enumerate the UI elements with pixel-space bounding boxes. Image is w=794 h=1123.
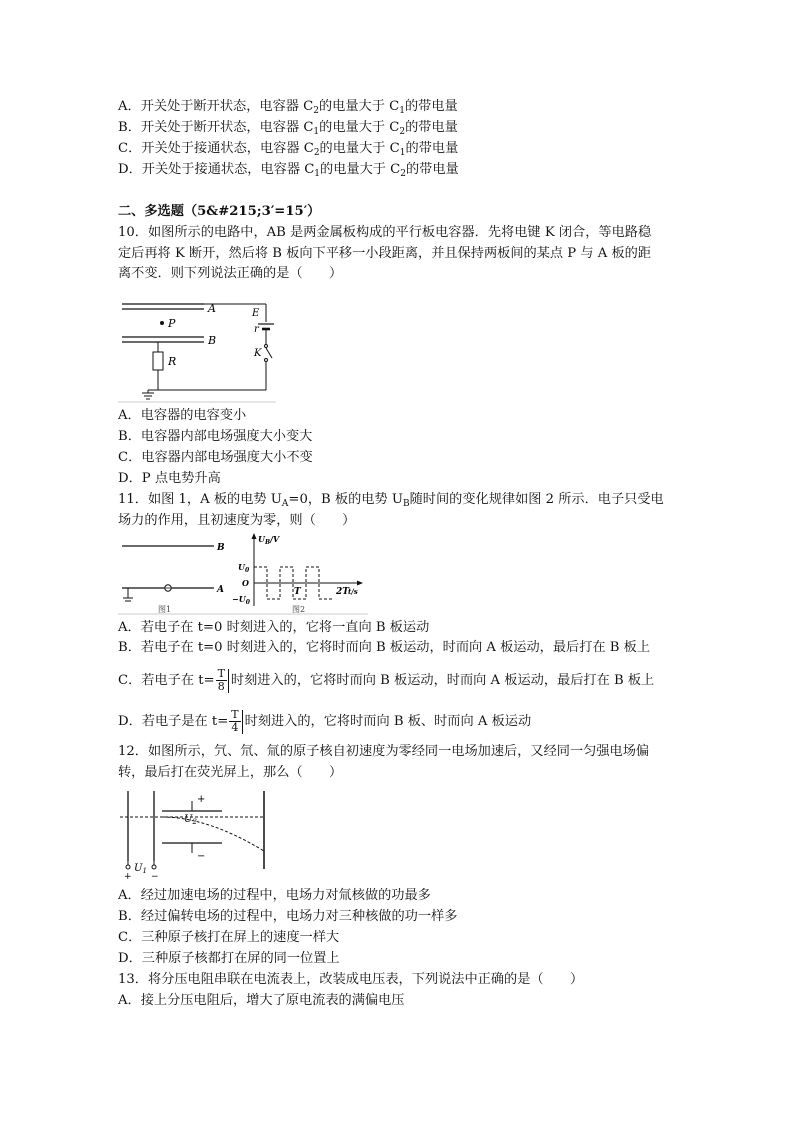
q11-stem-line-1: 11．如图 1，A 板的电势 $U_A=0$，B 板的电势 $U_B$随时间的变化规律如图 2 所示．电子只受电 [118,492,664,509]
q10-stem-line-2: 定后再将 K 断开，然后将 B 板向下平移一小段距离，并且保持两板间的某点 P 与 A 板的距 [118,246,652,261]
accel-plus-label: + [124,872,132,879]
q9-option-c: C．开关处于接通状态，电容器 $C_2$的电量大于 $C_1$的带电量 [118,141,459,158]
q12-option-b: B．经过偏转电场的过程中，电场力对三种核做的功一样多 [118,909,458,924]
particle-path [162,817,264,851]
q12-option-c: C．三种原子核打在屏上的速度一样大 [118,930,340,945]
fig2-neg-u0: −U [232,594,246,604]
fig2-axis-y: U [258,534,265,544]
u1-label: U [134,863,143,874]
q10-option-d: D．P 点电势升高 [118,471,221,486]
q9-option-b: B．开关处于断开状态，电容器 $C_1$的电量大于 $C_2$的带电量 [118,120,458,137]
q10-option-a: A．电容器的电容变小 [118,408,247,423]
q10-stem-line-3: 离不变．则下列说法正确的是（ ） [118,266,343,281]
q12-stem-line-1: 12．如图所示，氕、氘、氚的原子核自初速度为零经同一电场加速后，又经同一匀强电场偏 [118,744,650,759]
q10-circuit-figure [118,292,276,404]
svg-text:U2 [184,814,197,826]
q10-option-b: B．电容器内部电场强度大小变大 [118,429,313,444]
q10-stem-line-1: 10．如图所示的电路中，AB 是两金属板构成的平行板电容器．先将电键 K 闭合，等电路稳 [118,225,652,240]
q11-option-c: C．若电子在 t= $\frac{T}{8}$ 时刻进入的，它将时而向 B 板运动，时而向 A 板运动，最后打在 B 板上 [118,667,655,693]
deflect-plus-label: + [197,794,206,805]
svg-text:UB/V [258,534,280,546]
svg-text:U0 [238,562,250,574]
plate-b-label: B [208,334,217,347]
fraction-t-over-4: $\frac{T}{4}$ [231,708,239,734]
fig2-t-label: T [294,587,301,597]
point-p [160,321,164,325]
q12-option-d: D．三种原子核都打在屏的同一位置上 [118,951,340,966]
u1-sub: 1 [142,867,147,875]
q9-option-a: A．开关处于断开状态，电容器 $C_2$的电量大于 $C_1$的带电量 [118,99,458,116]
fig1-b-label: B [217,543,225,553]
point-p-label: P [168,317,176,330]
q9-option-d: D．开关处于接通状态，电容器 $C_1$的电量大于 $C_2$的带电量 [118,162,459,179]
q12-figure [118,789,268,879]
emf-label: E [252,308,260,319]
q11-stem-line-2: 场力的作用，且初速度为零，则（ ） [118,513,356,528]
svg-text:U1 [134,863,147,875]
plate-a-label: A [208,302,216,315]
fig1-a-label: A [217,585,224,595]
fig1-caption: 图1 [158,605,172,614]
q13-stem: 13．将分压电阻串联在电流表上，改装成电压表，下列说法中正确的是（ ） [118,972,584,987]
q13-option-a: A．接上分压电阻后，增大了原电流表的满偏电压 [118,993,405,1008]
svg-text:−U0 [232,594,251,606]
q11-figure [118,532,368,616]
q12-option-a: A．经过加速电场的过程中，电场力对氚核做的功最多 [118,888,431,903]
fraction-t-over-8: $\frac{T}{8}$ [217,667,225,693]
q11-option-a: A．若电子在 t=0 时刻进入的，它将一直向 B 板运动 [118,620,430,635]
fig2-caption: 图2 [292,605,306,614]
fig2-u0-sub: 0 [244,567,250,574]
deflect-minus-label: − [197,851,206,862]
fig2-neg-u0-sub: 0 [245,599,250,606]
u2-label: U [184,814,193,825]
q11-option-b: B．若电子在 t=0 时刻进入的，它将时而向 B 板运动，时而向 A 板运动，最后打在 B 板上 [118,640,651,655]
q11-option-d: D．若电子是在 t= $\frac{T}{4}$ 时刻进入的，它将时而向 B 板、时而向 A 板运动 [118,708,532,734]
q12-stem-line-2: 转，最后打在荧光屏上，那么（ ） [118,765,343,780]
fig2-axis-y-unit: /V [270,534,280,544]
section-title: 二、多选题（5&#215;3′=15′） [118,204,321,219]
switch-k-label: K [254,348,262,359]
accel-minus-label: − [151,872,159,879]
fig2-axis-y-sub: B [264,539,271,546]
fig2-u0: U [238,562,245,572]
u2-sub: 2 [192,818,197,826]
fig2-t-axis-label: t/s [348,587,358,596]
fig2-origin: O [242,578,249,588]
resistor-r-label: R [168,355,177,368]
q10-option-c: C．电容器内部电场强度大小不变 [118,450,313,465]
internal-r-label: r [254,324,259,335]
resistor-r [153,352,163,370]
fig2-2t-label: 2T [336,587,349,597]
